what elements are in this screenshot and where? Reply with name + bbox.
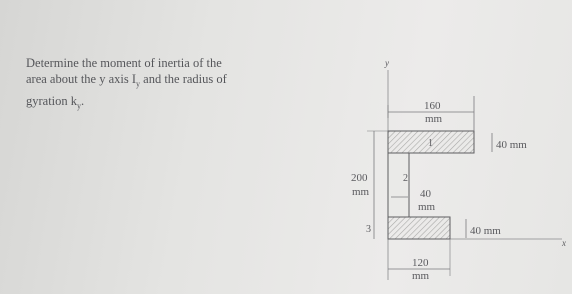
problem-line-1: Determine the moment of inertia of the (26, 56, 222, 70)
part-label-1: 1 (428, 138, 433, 149)
web (388, 153, 409, 217)
problem-line-3-text: gyration k (26, 93, 78, 108)
dim-total-height-value: 200 (351, 172, 368, 184)
dim-bottom-width-unit: mm (412, 270, 430, 282)
dim-web-thickness-unit: mm (418, 201, 436, 213)
problem-line-2-text: area about the y axis I (26, 72, 137, 86)
x-axis-label: x (562, 238, 566, 248)
dim-top-width-value: 160 (424, 100, 441, 112)
y-axis-label: y (385, 58, 389, 68)
dim-total-height-unit: mm (352, 186, 370, 198)
dim-bottom-thickness: 40 mm (470, 225, 501, 237)
bottom-flange (388, 217, 450, 239)
part-label-3: 3 (366, 224, 371, 235)
problem-line-3-tail: . (81, 93, 85, 108)
dim-web-thickness-value: 40 (420, 188, 431, 200)
subscript-y: y (136, 79, 141, 89)
dim-top-thickness: 40 mm (496, 139, 527, 151)
part-label-2: 2 (403, 173, 408, 184)
dim-top-width-unit: mm (425, 113, 443, 125)
problem-line-2-tail: and the radius of (140, 72, 227, 86)
dim-bottom-width-value: 120 (412, 257, 429, 269)
subscript-y-2: y (77, 101, 82, 110)
